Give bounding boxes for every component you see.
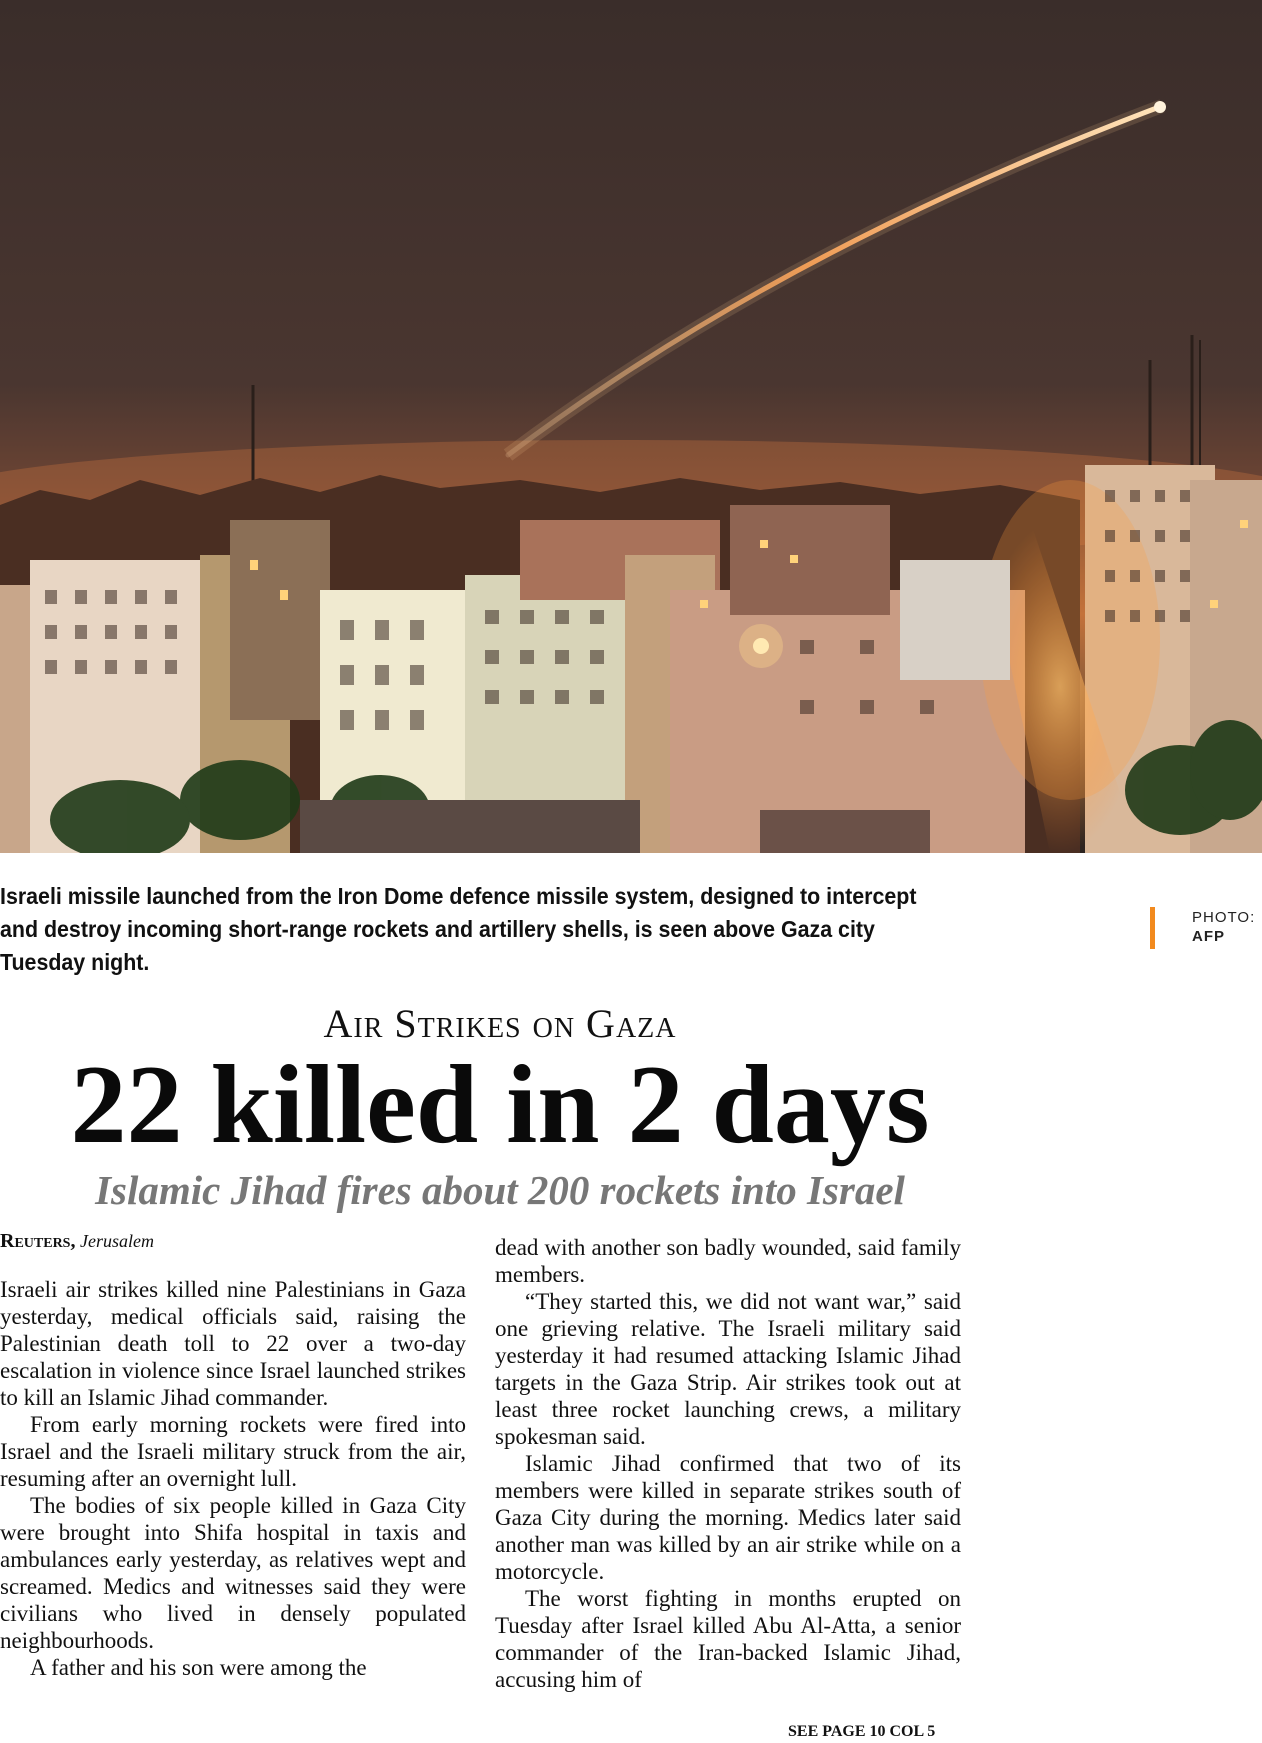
paragraph: The bodies of six people killed in Gaza City were brought into Shifa hospital in taxis and ambulances early yesterday, as relatives wept and screamed. Medics and witnesses said they were civilians who lived in densely populated neighbourhoods. [0, 1493, 466, 1653]
article-column-2 [495, 1234, 961, 1693]
byline-location: Jerusalem [79, 1231, 154, 1251]
photo-credit-label: PHOTO: [1192, 909, 1256, 926]
paragraph: “They started this, we did not want war,” said one grieving relative. The Israeli military said yesterday it had resumed attacking Islamic Jihad targets in the Gaza Strip. Air strikes took out at least three rocket launching crews, a military spokesman said. [495, 1289, 961, 1449]
byline [0, 1230, 154, 1253]
article-column-1 [0, 1276, 466, 1681]
paragraph: The worst fighting in months erupted on Tuesday after Israel killed Abu Al-Atta, a senior commander of the Iran-backed Islamic Jihad, accusing him of [495, 1586, 961, 1692]
continuation-jump: SEE PAGE 10 COL 5 [788, 1723, 936, 1740]
paragraph: From early morning rockets were fired into Israel and the Israeli military struck from the air, resuming after an overnight lull. [0, 1412, 466, 1491]
byline-agency: Reuters, [0, 1230, 76, 1252]
news-photo [0, 0, 1262, 853]
kicker: Air Strikes on Gaza [323, 1001, 677, 1046]
photo-caption: Israeli missile launched from the Iron Dome defence missile system, designed to intercept and destroy incoming short-range rockets and artillery shells, is seen above Gaza city Tuesday night. [0, 883, 917, 975]
paragraph: Islamic Jihad confirmed that two of its members were killed in separate strikes south of Gaza City during the morning. Medics later said another man was killed by an air strike while on a motorcycle. [495, 1451, 961, 1584]
paragraph: A father and his son were among the [30, 1655, 367, 1680]
credit-accent-bar [1150, 907, 1155, 949]
paragraph: dead with another son badly wounded, said family members. [495, 1235, 961, 1287]
paragraph: Israeli air strikes killed nine Palestinians in Gaza yesterday, medical officials said, raising the Palestinian death toll to 22 over a two-day escalation in violence since Israel launched strikes to kill an Islamic Jihad commander. [0, 1277, 466, 1410]
photo-credit [1192, 908, 1255, 946]
gaza-night-skyline-image [0, 0, 1262, 853]
headline: 22 killed in 2 days [70, 1043, 930, 1167]
subheadline: Islamic Jihad fires about 200 rockets into Israel [95, 1167, 905, 1213]
photo-credit-source: AFP [1192, 928, 1225, 945]
